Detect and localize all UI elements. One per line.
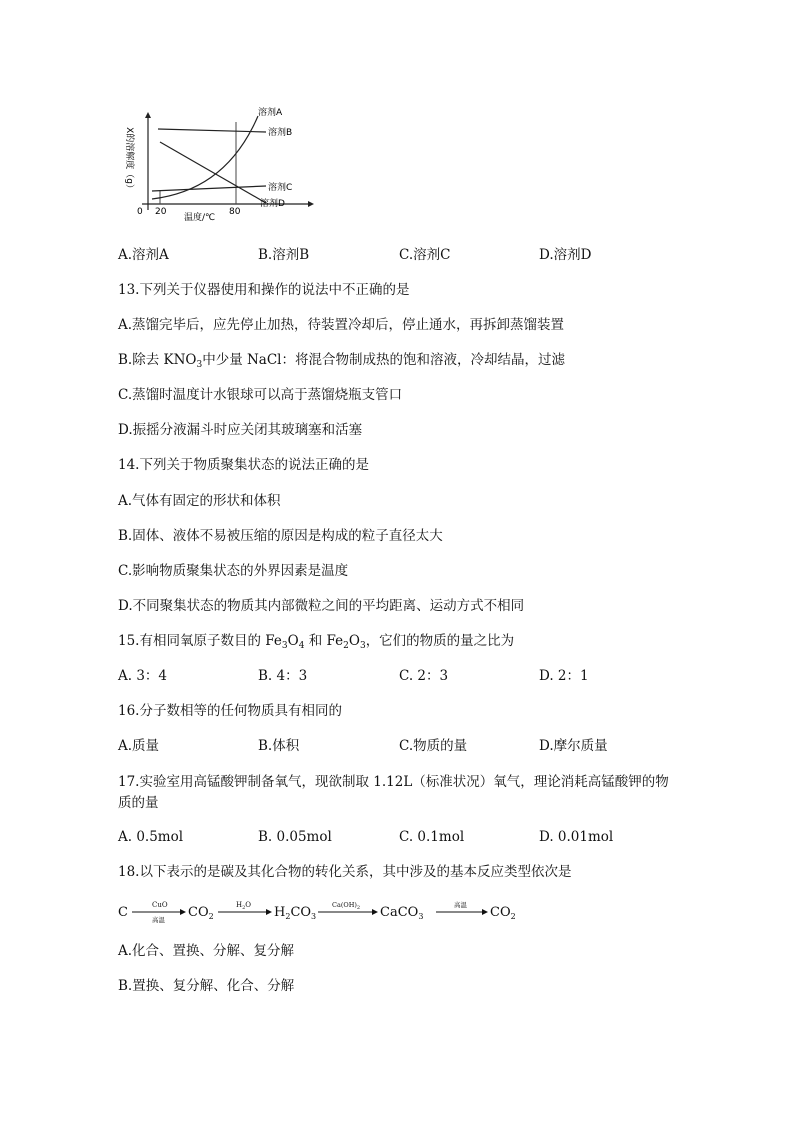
q14-option-c: C.影响物质聚集状态的外界因素是温度 (118, 563, 349, 579)
q13-option-a: A.蒸馏完毕后，应先停止加热，待装置冷却后，停止通水，再拆卸蒸馏装置 (118, 317, 565, 333)
q17-stem-line2: 质的量 (118, 795, 159, 811)
arrow-2-top: $H_2O$ (236, 901, 252, 911)
q13-option-d: D.振摇分液漏斗时应关闭其玻璃塞和活塞 (118, 422, 363, 438)
curve-b (158, 129, 266, 132)
q17-stem-line1: 17.实验室用高锰酸钾制备氧气，现欲制取 1.12L（标准状况）氧气，理论消耗高锰酸钾的物 (118, 774, 669, 790)
curve-c (152, 186, 266, 191)
q18-stem: 18.以下表示的是碳及其化合物的转化关系，其中涉及的基本反应类型依次是 (118, 864, 572, 880)
label-solvent-c: 溶剂C (268, 183, 293, 193)
q12-option-b: B.溶剂B (258, 247, 310, 263)
q16-option-d: D.摩尔质量 (539, 738, 608, 754)
arrow-3-top: $Ca(OH)_2$ (332, 901, 361, 911)
q12-option-d: D.溶剂D (539, 247, 592, 263)
arrow-3-head (372, 909, 378, 915)
label-solvent-a: 溶剂A (258, 108, 283, 118)
label-solvent-b: 溶剂B (268, 128, 293, 138)
q17-option-c: C. 0.1mol (399, 829, 465, 845)
q15-option-d: D. 2：1 (539, 668, 589, 684)
q16-option-c: C.物质的量 (399, 738, 468, 754)
solubility-figure (118, 102, 318, 227)
q16-option-b: B.体积 (258, 738, 300, 754)
q13-option-c: C.蒸馏时温度计水银球可以高于蒸馏烧瓶支管口 (118, 387, 403, 403)
arrow-1-top: CuO (152, 901, 168, 909)
x-axis-label: 温度/℃ (184, 213, 216, 223)
product-h2co3: $H_2CO_3$ (274, 905, 317, 921)
x-tick-80: 80 (229, 207, 241, 217)
y-axis-label: X的溶解度（g） (124, 127, 134, 193)
solubility-chart (118, 102, 318, 227)
arrow-2-head (266, 909, 272, 915)
q15-option-a: A. 3：4 (118, 668, 168, 684)
q16-stem: 16.分子数相等的任何物质具有相同的 (118, 703, 342, 719)
arrow-4-top: 高温 (454, 901, 467, 909)
product-co2-b: $CO_2$ (490, 905, 516, 921)
q18-option-b: B.置换、复分解、化合、分解 (118, 978, 295, 994)
reaction-svg (118, 896, 538, 928)
arrow-4-head (482, 909, 488, 915)
q14-option-d: D.不同聚集状态的物质其内部微粒之间的平均距离、运动方式不相同 (118, 598, 525, 614)
arrow-1-bottom: 高温 (152, 916, 165, 924)
q14-option-a: A.气体有固定的形状和体积 (118, 493, 281, 509)
q17-option-d: D. 0.01mol (539, 829, 614, 845)
q12-option-c: C.溶剂C (399, 247, 451, 263)
reactant-c: C (118, 905, 128, 920)
label-solvent-d: 溶剂D (260, 199, 285, 209)
q12-option-a: A.溶剂A (118, 247, 169, 263)
q14-stem: 14.下列关于物质聚集状态的说法正确的是 (118, 457, 369, 473)
q13-stem: 13.下列关于仪器使用和操作的说法中不正确的是 (118, 282, 410, 298)
x-axis-arrow (308, 201, 314, 207)
q13-option-b: B.除去 $KNO_3$中少量 NaCl：将混合物制成热的饱和溶液，冷却结晶，过滤 (118, 352, 566, 370)
q15-option-b: B. 4：3 (258, 668, 308, 684)
q17-option-a: A. 0.5mol (118, 829, 184, 845)
q15-option-c: C. 2：3 (399, 668, 449, 684)
q17-option-b: B. 0.05mol (258, 829, 332, 845)
product-caco3: CaCO$_3$ (380, 905, 424, 921)
product-co2-a: $CO_2$ (188, 905, 214, 921)
y-axis-arrow (145, 112, 151, 118)
origin-label: 0 (137, 207, 143, 217)
arrow-1-head (180, 909, 186, 915)
reaction-scheme (118, 896, 538, 928)
q14-option-b: B.固体、液体不易被压缩的原因是构成的粒子直径太大 (118, 528, 443, 544)
q15-stem: 15.有相同氧原子数目的 $Fe_3O_4$ 和 $Fe_2O_3$，它们的物质的量之比为 (118, 633, 515, 651)
x-tick-20: 20 (155, 207, 167, 217)
q16-option-a: A.质量 (118, 738, 160, 754)
q18-option-a: A.化合、置换、分解、复分解 (118, 943, 295, 959)
